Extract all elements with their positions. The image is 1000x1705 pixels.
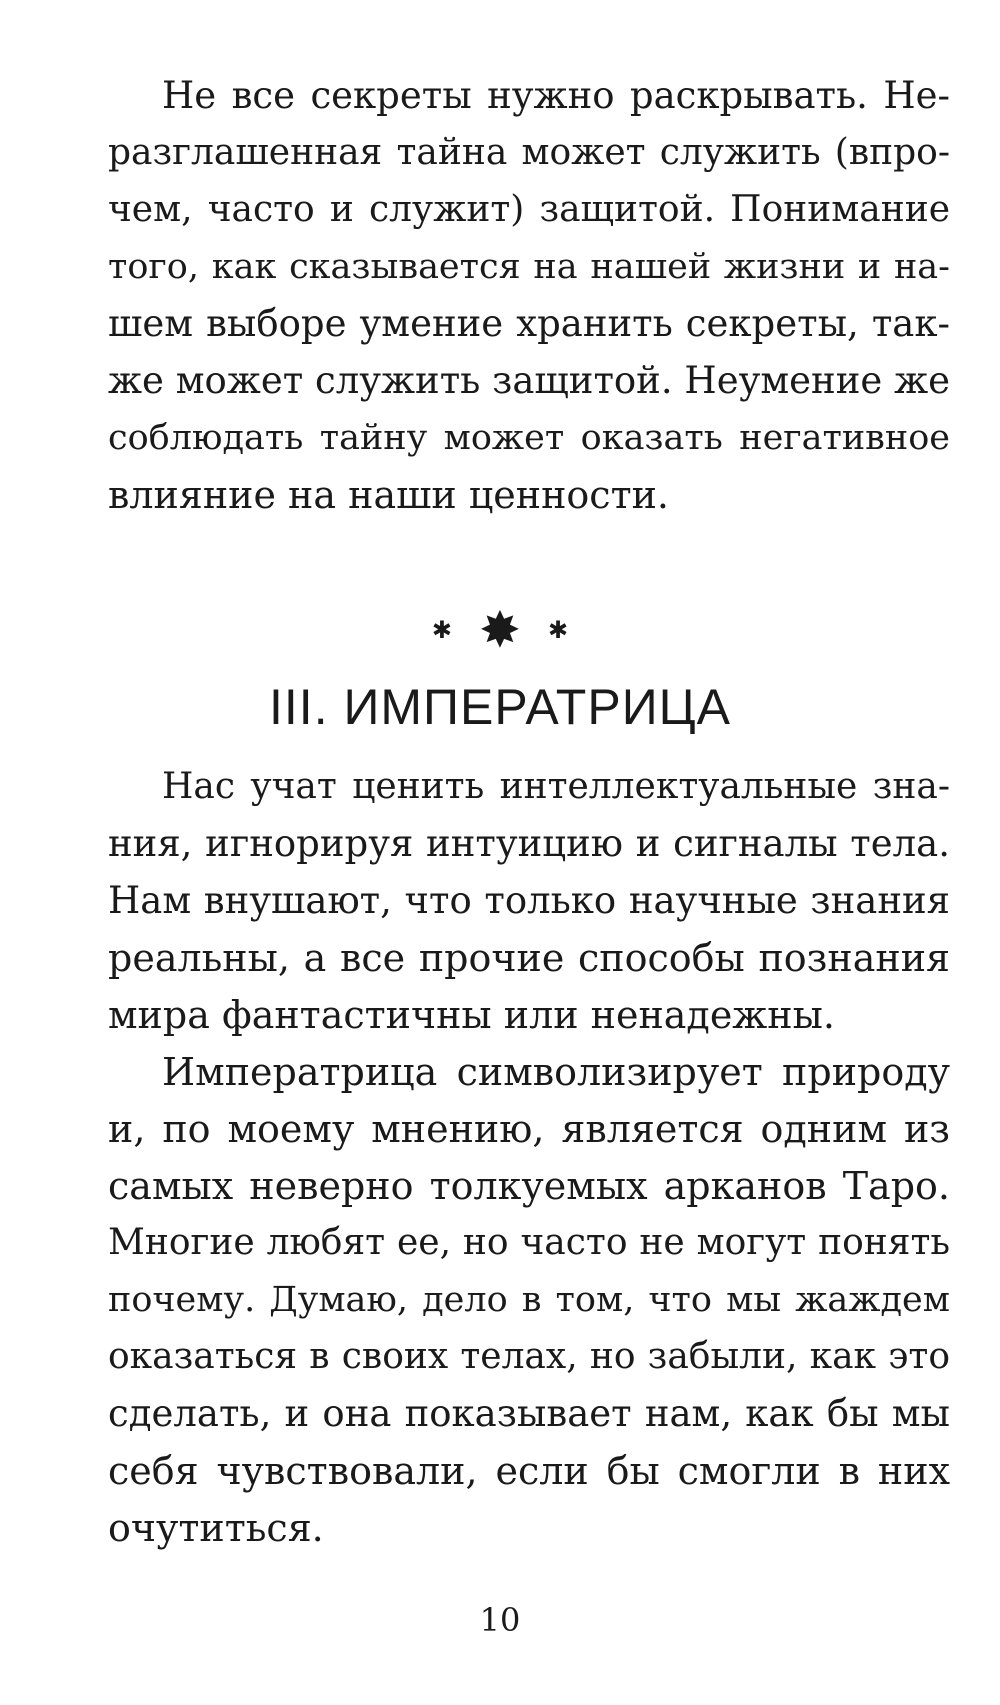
paragraph-3-line-9: очутиться. — [108, 1506, 324, 1550]
paragraph-3-line-6: оказаться в своих телах, но забыли, как это — [108, 1336, 950, 1377]
paragraph-2-line-4: реальны, а все прочие способы познания — [108, 936, 950, 980]
paragraph-1-line-2: разглашенная тайна может служить (впро- — [108, 132, 950, 173]
paragraph-2-line-2: ния, игнорируя интуицию и сигналы тела. — [108, 822, 950, 865]
paragraph-1-line-7: соблюдать тайну может оказать негативное — [108, 418, 950, 458]
paragraph-3-line-1: Императрица символизирует природу — [162, 1050, 950, 1094]
paragraph-3-line-8: себя чувствовали, если бы смогли в них — [108, 1449, 950, 1493]
paragraph-2-line-3: Нам внушают, что только научные знания — [108, 879, 950, 922]
paragraph-2-line-5: мира фантастичны или ненадежны. — [108, 993, 835, 1037]
big-star-icon: ✸ — [479, 600, 521, 659]
page-number: 10 — [479, 1601, 521, 1639]
section-title: III. ИМПЕРАТРИЦА — [269, 679, 731, 735]
paragraph-3-line-4: Многие любят ее, но часто не могут понять — [108, 1222, 950, 1263]
paragraph-3-line-5: почему. Думаю, дело в том, что мы жаждем — [108, 1280, 950, 1320]
small-star-icon: ✱ — [548, 615, 569, 644]
paragraph-1-line-4: того, как сказывается на нашей жизни и на- — [108, 247, 950, 287]
section-divider — [0, 600, 1000, 659]
paragraph-2-line-1: Нас учат ценить интеллектуальные зна- — [162, 766, 950, 807]
paragraph-1-line-6: же может служить защитой. Неумение же — [108, 359, 950, 402]
paragraph-1-line-1: Не все секреты нужно раскрывать. Не- — [162, 74, 950, 117]
paragraph-1-line-5: шем выборе умение хранить секреты, так- — [108, 302, 950, 345]
small-star-icon: ✱ — [431, 615, 452, 644]
paragraph-3-line-2: и, по моему мнению, является одним из — [108, 1107, 950, 1151]
paragraph-1-line-8: влияние на наши ценности. — [108, 473, 670, 517]
paragraph-3-line-3: самых неверно толкуемых арканов Таро. — [108, 1164, 950, 1208]
paragraph-1-line-3: чем, часто и служит) защитой. Понимание — [108, 189, 950, 230]
paragraph-3-line-7: сделать, и она показывает нам, как бы мы — [108, 1392, 950, 1435]
